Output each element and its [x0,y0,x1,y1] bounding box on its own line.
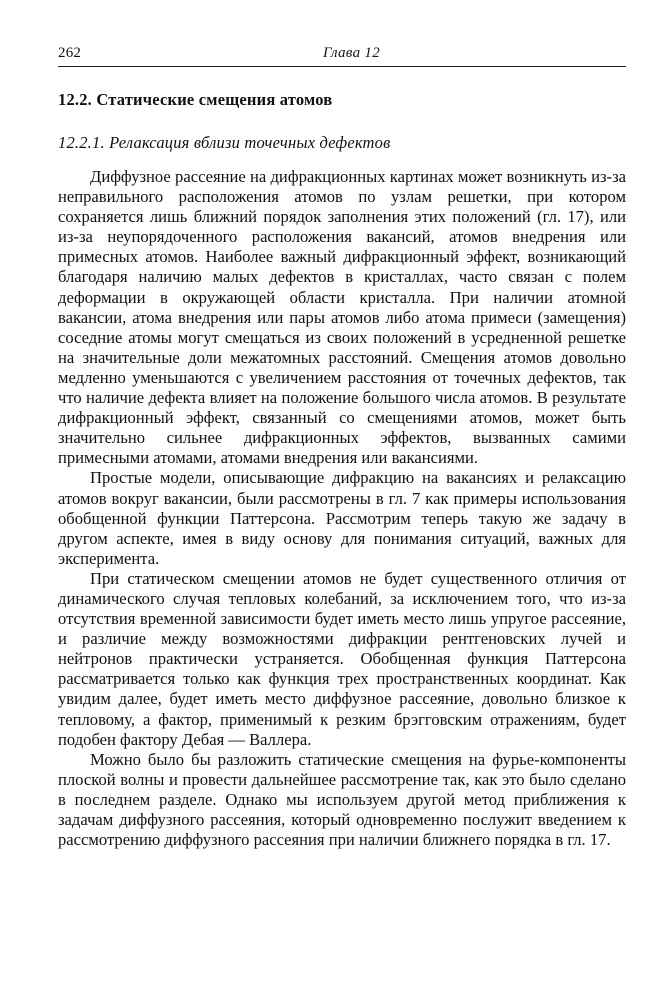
body-text [58,167,626,850]
section-heading: 12.2. Статические смещения атомов [58,90,333,109]
paragraph-2: Простые модели, описывающие дифракцию на вакансиях и релаксацию атомов вокруг вакансии, были рассмотрены в гл. 7 как примеры использования обобщенной функции Паттерсона. Рассмотрим теперь такую же задачу в другом аспекте, имея в виду основу для понимания ситуаций, важных для эксперимента. [58,468,626,568]
running-header [58,44,626,67]
chapter-title: Глава 12 [323,45,381,61]
subsection-heading: 12.2.1. Релаксация вблизи точечных дефектов [58,133,391,152]
page-number: 262 [58,45,82,61]
paragraph-1: Диффузное рассеяние на дифракционных картинах может возникнуть из-за неправильного расположения атомов по узлам решетки, при котором сохраняется лишь ближний порядок заполнения этих положений (гл. 17), или из-за неупорядоченного расположения вакансий, атомов внедрения или примесных атомов. Наиболее важный дифракционный эффект, возникающий благодаря наличию малых дефектов в кристаллах, часто связан с полем деформации в окружающей области кристалла. При наличии атомной вакансии, атома внедрения или пары атомов либо атома примеси (замещения) соседние атомы могут смещаться из своих положений в усредненной решетке на значительные доли межатомных расстояний. Смещения атомов довольно медленно уменьшаются с увеличением расстояния от точечных дефектов, так что наличие дефекта влияет на положение большого числа атомов. В результате дифракционный эффект, связанный со смещениями атомов, может быть значительно сильнее дифракционных эффектов, вызванных самими примесными атомами, атомами внедрения или вакансиями. [58,167,626,468]
paragraph-3: При статическом смещении атомов не будет существенного отличия от динамического случая тепловых колебаний, за исключением того, что из-за отсутствия временной зависимости будет иметь место лишь упругое рассеяние, и различие между возможностями дифракции рентгеновских лучей и нейтронов практически устраняется. Обобщенная функция Паттерсона рассматривается только как функция трех пространственных координат. Как увидим далее, будет иметь место диффузное рассеяние, довольно близкое к тепловому, а фактор, применимый к резким брэгговским отражениям, будет подобен фактору Дебая — Валлера. [58,568,626,749]
paragraph-4: Можно было бы разложить статические смещения на фурье-компоненты плоской волны и провести дальнейшее рассмотрение так, как это было сделано в последнем разделе. Однако мы используем другой метод приближения к задачам диффузного рассеяния, который одновременно послужит введением к рассмотрению диффузного рассеяния при наличии ближнего порядка в гл. 17. [58,749,626,850]
